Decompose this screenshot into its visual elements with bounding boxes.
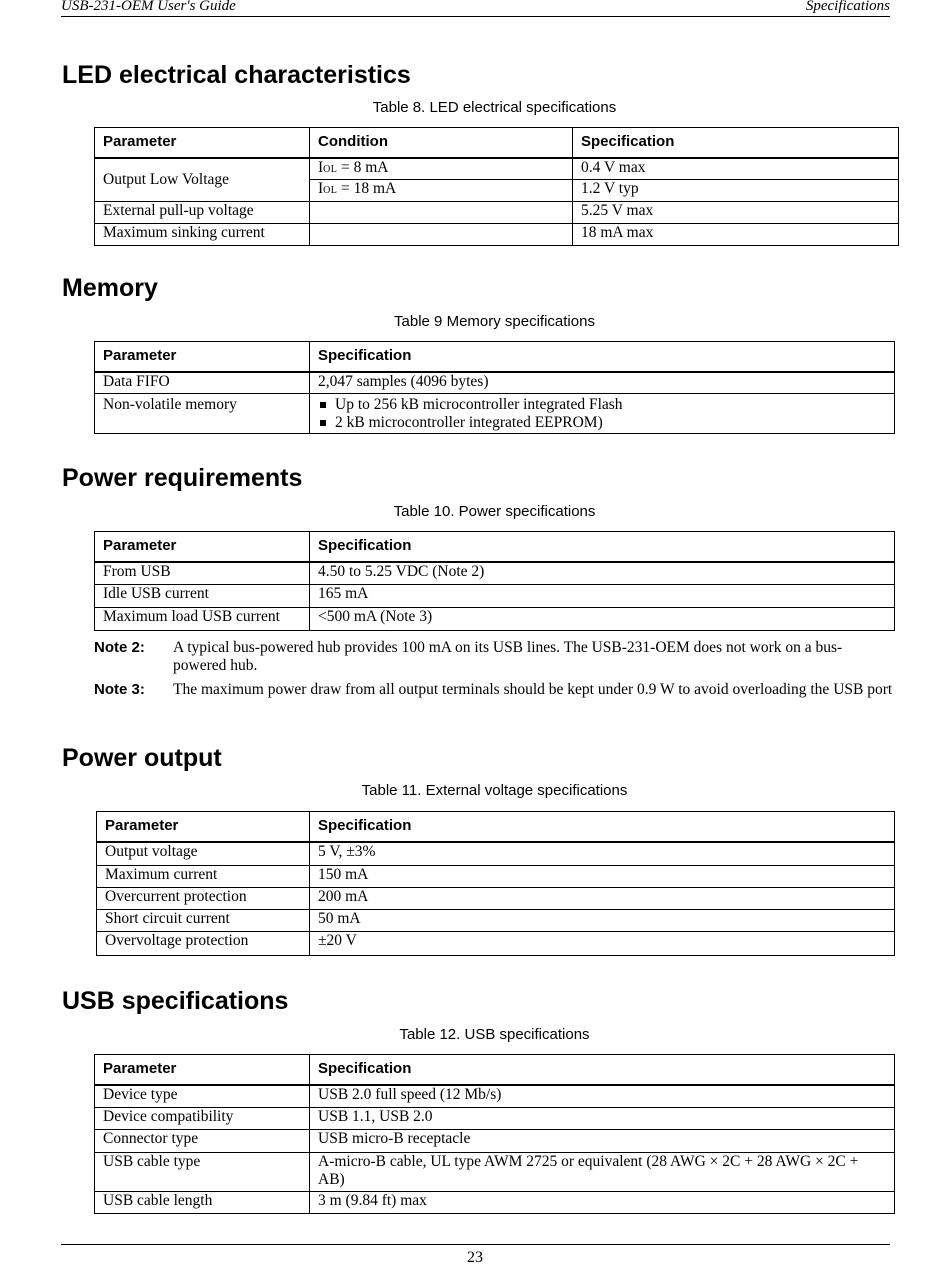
cell-text: = 18 mA xyxy=(337,180,397,197)
table-row xyxy=(95,1108,895,1130)
footer-rule xyxy=(61,1244,890,1245)
list-item-text: Up to 256 kB microcontroller integrated Flash xyxy=(335,396,623,413)
column-header: Specification xyxy=(310,812,895,842)
table-row xyxy=(97,866,895,888)
column-header: Parameter xyxy=(95,1055,310,1085)
table-row xyxy=(95,562,895,585)
note-label: Note 3: xyxy=(94,681,145,698)
table-cell: Short circuit current xyxy=(97,910,310,932)
table-cell: 1.2 V typ xyxy=(573,180,899,202)
column-header: Parameter xyxy=(95,532,310,562)
power-output-spec-table xyxy=(96,811,895,956)
power-output-table-caption: Table 11. External voltage specifications xyxy=(361,782,628,799)
table-cell: From USB xyxy=(95,562,310,585)
power-output-heading: Power output xyxy=(62,744,222,772)
table-cell xyxy=(310,202,573,224)
table-cell: Output voltage xyxy=(97,842,310,866)
table-cell: A-micro-B cable, UL type AWM 2725 or equivalent (28 AWG × 2C + 28 AWG × 2C + AB) xyxy=(310,1153,895,1192)
column-header: Specification xyxy=(310,342,895,372)
table-cell: Output Low Voltage xyxy=(95,158,310,202)
table-cell: Device type xyxy=(95,1085,310,1108)
bullet-icon xyxy=(320,402,326,408)
table-row xyxy=(95,1153,895,1192)
table-cell: 5 V, ±3% xyxy=(310,842,895,866)
table-cell: 5.25 V max xyxy=(573,202,899,224)
power-table-caption: Table 10. Power specifications xyxy=(393,503,596,520)
table-cell: 3 m (9.84 ft) max xyxy=(310,1192,895,1214)
table-cell: Device compatibility xyxy=(95,1108,310,1130)
table-cell xyxy=(310,224,573,246)
table-cell: 165 mA xyxy=(310,585,895,608)
column-header: Specification xyxy=(310,1055,895,1085)
led-spec-table xyxy=(94,127,899,246)
running-header xyxy=(61,0,890,17)
led-heading: LED electrical characteristics xyxy=(62,61,411,89)
table-cell: 50 mA xyxy=(310,910,895,932)
bullet-list xyxy=(318,396,886,432)
memory-spec-table xyxy=(94,341,895,434)
cell-text: I xyxy=(318,158,324,176)
table-cell: External pull-up voltage xyxy=(95,202,310,224)
table-cell: Data FIFO xyxy=(95,372,310,394)
table-cell: 200 mA xyxy=(310,888,895,910)
power-spec-table xyxy=(94,531,895,631)
column-header: Parameter xyxy=(95,342,310,372)
table-cell: <500 mA (Note 3) xyxy=(310,608,895,631)
table-cell: Maximum current xyxy=(97,866,310,888)
table-cell: Maximum sinking current xyxy=(95,224,310,246)
table-cell: USB 1.1, USB 2.0 xyxy=(310,1108,895,1130)
note-text: A typical bus-powered hub provides 100 mA on its USB lines. The USB-231-OEM does not work on a bus-powered hub. xyxy=(173,639,843,674)
note-2 xyxy=(94,639,894,675)
table-row xyxy=(95,1192,895,1214)
table-row xyxy=(95,202,899,224)
table-cell xyxy=(310,158,573,180)
page-number: 23 xyxy=(467,1249,483,1266)
column-header: Specification xyxy=(573,128,899,158)
note-label: Note 2: xyxy=(94,639,145,656)
table-row xyxy=(95,1130,895,1153)
table-cell: 150 mA xyxy=(310,866,895,888)
column-header: Parameter xyxy=(95,128,310,158)
power-heading: Power requirements xyxy=(62,464,303,492)
cell-text: = 8 mA xyxy=(337,158,389,176)
table-cell: 2,047 samples (4096 bytes) xyxy=(310,372,895,394)
table-cell: USB cable type xyxy=(95,1153,310,1192)
table-row xyxy=(95,394,895,434)
memory-table-caption: Table 9 Memory specifications xyxy=(394,313,595,330)
column-header: Specification xyxy=(310,532,895,562)
table-header-row xyxy=(95,532,895,562)
table-cell: USB 2.0 full speed (12 Mb/s) xyxy=(310,1085,895,1108)
table-header-row xyxy=(95,342,895,372)
table-cell: Idle USB current xyxy=(95,585,310,608)
list-item xyxy=(318,414,886,432)
usb-table-caption: Table 12. USB specifications xyxy=(399,1026,590,1043)
list-item-text: 2 kB microcontroller integrated EEPROM) xyxy=(335,414,603,431)
cell-text: I xyxy=(318,180,324,197)
section-title: Specifications xyxy=(805,0,890,14)
note-3 xyxy=(94,681,894,699)
column-header: Parameter xyxy=(97,812,310,842)
table-row xyxy=(95,224,899,246)
document-title: USB-231-OEM User's Guide xyxy=(61,0,236,14)
subscript: OL xyxy=(323,163,338,175)
note-text: The maximum power draw from all output terminals should be kept under 0.9 W to avoid overloading the USB port xyxy=(173,681,893,698)
list-item xyxy=(318,396,886,414)
table-cell: 18 mA max xyxy=(573,224,899,246)
table-row xyxy=(97,932,895,956)
bullet-icon xyxy=(320,420,326,426)
table-cell: Non-volatile memory xyxy=(95,394,310,434)
usb-heading: USB specifications xyxy=(62,987,289,1015)
table-header-row xyxy=(97,812,895,842)
table-cell: Overvoltage protection xyxy=(97,932,310,956)
table-cell xyxy=(310,394,895,434)
usb-spec-table xyxy=(94,1054,895,1214)
memory-heading: Memory xyxy=(62,274,158,302)
table-cell: 0.4 V max xyxy=(573,158,899,180)
table-cell: Maximum load USB current xyxy=(95,608,310,631)
subscript: OL xyxy=(323,185,338,196)
table-row xyxy=(97,910,895,932)
table-header-row xyxy=(95,128,899,158)
table-cell: ±20 V xyxy=(310,932,895,956)
table-row xyxy=(95,585,895,608)
table-cell xyxy=(310,180,573,202)
table-row xyxy=(97,842,895,866)
table-cell: USB cable length xyxy=(95,1192,310,1214)
table-header-row xyxy=(95,1055,895,1085)
table-row xyxy=(95,608,895,631)
led-table-caption: Table 8. LED electrical specifications xyxy=(372,99,617,116)
table-row xyxy=(95,372,895,394)
table-cell: Overcurrent protection xyxy=(97,888,310,910)
table-cell: USB micro-B receptacle xyxy=(310,1130,895,1153)
table-cell: Connector type xyxy=(95,1130,310,1153)
table-cell: 4.50 to 5.25 VDC (Note 2) xyxy=(310,562,895,585)
column-header: Condition xyxy=(310,128,573,158)
table-row xyxy=(97,888,895,910)
table-row xyxy=(95,158,899,180)
table-row xyxy=(95,1085,895,1108)
